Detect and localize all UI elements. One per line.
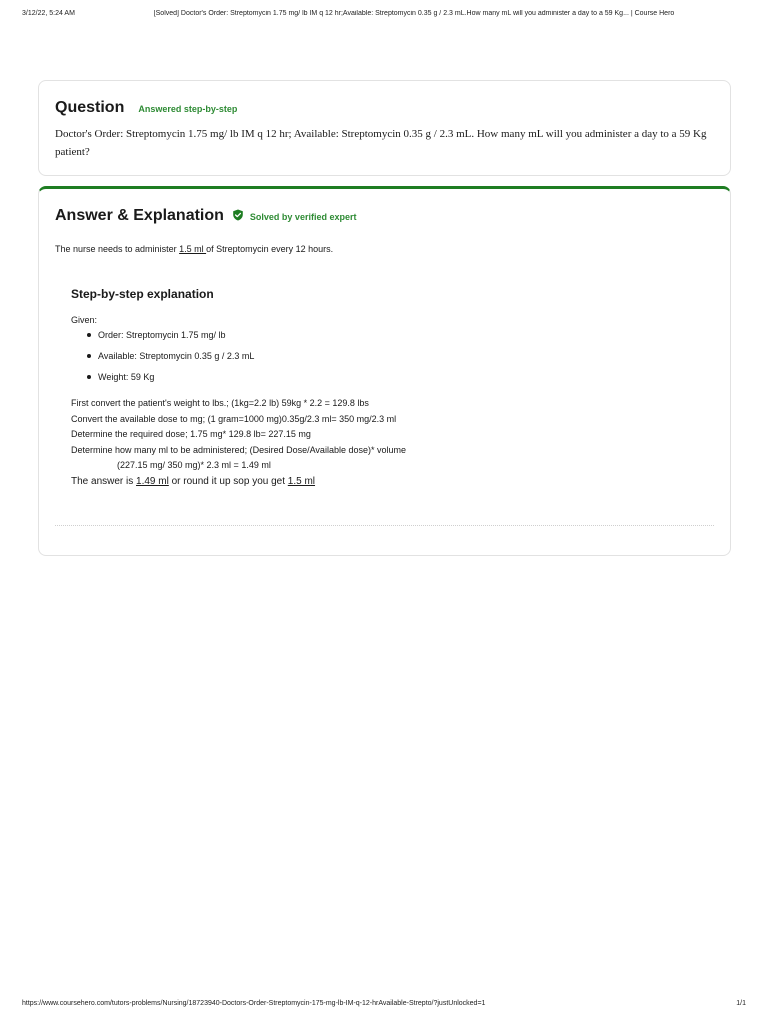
print-date: 3/12/22, 5:24 AM [22,10,75,17]
final-answer-rounded: 1.5 ml [287,475,316,487]
print-header [22,10,746,22]
question-text: Doctor's Order: Streptomycin 1.75 mg/ lb IM q 12 hr; Available: Streptomycin 0.35 g / 2.3 mL. How many mL will you administer a day to a 59 Kg patient? [55,128,707,158]
question-heading [55,99,714,121]
given-list [71,329,671,392]
answer-summary [55,243,714,255]
list-item: Weight: 59 Kg [87,371,671,392]
list-item: Available: Streptomycin 0.35 g / 2.3 mL [87,350,671,371]
answer-summary-value: 1.5 ml [179,244,207,254]
answer-summary-post: of Streptomycin every 12 hours. [206,244,334,254]
final-answer-value: 1.49 ml [136,475,169,487]
question-card [38,80,731,176]
print-page-title: [Solved] Doctor's Order: Streptomycin 1.75 mg/ lb IM q 12 hr;Available: Streptomycin 0.35 g / 2.3 mL.How many mL will you administer a day to a 59 Kg... | Course Hero [153,10,675,17]
final-answer-mid: or round it up sop you get [168,475,288,487]
answer-summary-pre: The nurse needs to administer [55,244,180,254]
divider [55,525,714,526]
verified-shield-check-icon [232,209,244,221]
calculation-steps [71,396,671,489]
explanation-title: Step-by-step explanation [71,287,214,301]
answer-card [38,186,731,556]
answered-badge: Answered step-by-step [138,104,238,114]
print-url: https://www.coursehero.com/tutors-problems/Nursing/18723940-Doctors-Order-Streptomycin-175-mg-lb-IM-q-12-hrAvailable-Strepto/?justUnlocked=1 [22,1000,486,1007]
calc-line: Determine how many ml to be administered; (Desired Dose/Available dose)* volume [71,444,406,455]
answer-title: Answer & Explanation [55,207,224,224]
calc-line-indented: (227.15 mg/ 350 mg)* 2.3 ml = 1.49 ml [117,460,271,470]
final-answer-pre: The answer is [71,475,137,487]
calc-line: Convert the available dose to mg; (1 gram=1000 mg)0.35g/2.3 ml= 350 mg/2.3 ml [71,413,397,424]
calc-line: Determine the required dose; 1.75 mg* 129.8 lb= 227.15 mg [71,429,311,439]
list-item: Order: Streptomycin 1.75 mg/ lb [87,329,671,350]
step-by-step-explanation [71,287,671,489]
verified-expert-badge: Solved by verified expert [249,212,357,222]
question-title: Question [55,99,125,116]
given-label: Given: [71,315,98,325]
calc-line: First convert the patient's weight to lbs.; (1kg=2.2 lb) 59kg * 2.2 = 129.8 lbs [71,398,369,408]
answer-heading [55,207,714,229]
print-footer [22,1000,746,1012]
final-answer [71,474,671,490]
page-number: 1/1 [736,1000,746,1007]
